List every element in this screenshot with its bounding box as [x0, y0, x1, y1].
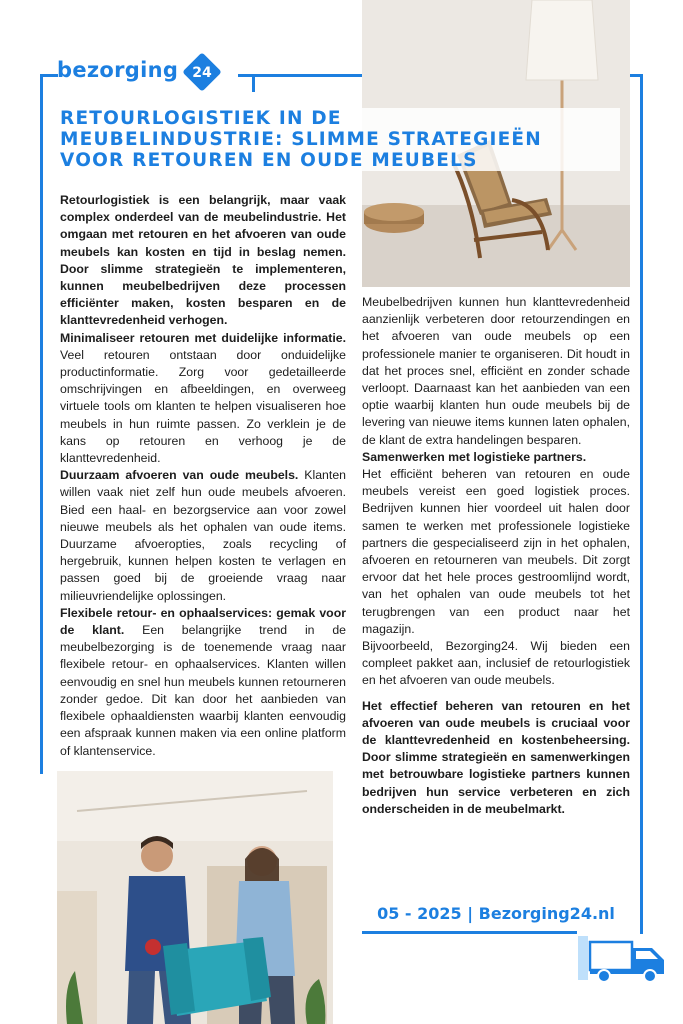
section-paragraph — [60, 330, 346, 468]
right-paragraph: Bijvoorbeeld, Bezorging24. Wij bieden een compleet pakket aan, inclusief de retourlogistiek en het afvoeren van oude meubels. — [362, 639, 630, 688]
title-line: MEUBELINDUSTRIE: SLIMME STRATEGIEËN — [60, 129, 620, 150]
right-paragraph: Meubelbedrijven kunnen hun klanttevredenheid aanzienlijk verbeteren door retourzendingen en het afvoeren van oude meubels op een professionele manier te organiseren. Dit houdt in dat het proces snel, efficiënt en zonder schade verloopt. Daarnaast kan het aanbieden van een optie waarbij klanten hun oude meubels bij de levering van nieuwe items kunnen laten ophalen, de klant de extra handelingen besparen. — [362, 295, 630, 447]
title-line: RETOURLOGISTIEK IN DE — [60, 108, 620, 129]
frame-line-top-mid — [238, 74, 362, 77]
section-body: Veel retouren ontstaan door onduidelijke productinformatie. Zorg voor gedetailleerde omschrijvingen en afbeeldingen, en overweeg virtuele tools om klanten te helpen visualiseren hoe meubels in hun ruimte passen. Zo verklein je de kans op retouren en verhoog je de klanttevredenheid. — [60, 347, 346, 466]
footer-text: 05 - 2025 | Bezorging24.nl — [377, 904, 615, 923]
brand-badge-text: 24 — [192, 65, 212, 81]
right-paragraph: Het efficiënt beheren van retouren en oude meubels vereist een goed logistiek proces. Bedrijven kunnen hier voordeel uit halen door samen te werken met professionele logistieke partners die gespecialiseerd zijn in het ophalen, afvoeren en retourneren van meubels. Dit zorgt ervoor dat het hele proces gestroomlijnd wordt, van het ophalen van oude meubels tot het terugbrengen van een product naar het magazijn. — [362, 467, 630, 636]
brand-logo[interactable] — [57, 52, 218, 88]
section-heading: Samenwerken met logistieke partners. — [362, 449, 587, 464]
frame-line-bottom — [362, 931, 577, 934]
couple-photo-illustration — [57, 771, 333, 1024]
section-paragraph — [60, 467, 346, 605]
section-heading: Flexibele retour- en ophaalservices: gemak voor de klant. — [60, 605, 346, 638]
delivery-truck-icon — [574, 930, 672, 988]
section-heading: Minimaliseer retouren met duidelijke informatie. — [60, 330, 346, 345]
section-heading: Duurzaam afvoeren van oude meubels. — [60, 468, 299, 483]
brand-name: bezorging — [57, 58, 179, 82]
section-paragraph — [60, 605, 346, 760]
section-body: Een belangrijke trend in de meubelbezorging is de toenemende vraag naar flexibele retour- en ophaalservices. Klanten willen eenvoudig en snel hun meubels kunnen retourneren zonder gedoe. Dit kan door het aanbieden van flexibele ophaaldiensten waarbij klanten eenvoudig een afspraak kunnen maken via een online platform of klantenservice. — [60, 623, 347, 758]
frame-line-right — [640, 74, 643, 934]
title-line: VOOR RETOUREN EN OUDE MEUBELS — [60, 150, 620, 171]
right-column — [362, 294, 630, 818]
frame-line-left — [40, 74, 43, 774]
couple-photo — [57, 771, 333, 1024]
conclusion-paragraph: Het effectief beheren van retouren en het afvoeren van oude meubels is cruciaal voor de klanttevredenheid en kostenbeheersing. Door slimme strategieën en samenwerkingen met betrouwbare logistieke partners kunnen bedrijven hun service verbeteren en zich onderscheiden in de meubelmarkt. — [362, 698, 630, 816]
brand-badge-icon — [182, 52, 218, 88]
section-body: Klanten willen vaak niet zelf hun oude meubels afvoeren. Bied een haal- en bezorgservice aan voor zowel nieuwe meubels als het ophalen van oude items. Duurzame afvoeropties, zoals recycling of hergebruik, kunnen helpen kosten te verlagen en passen goed bij de groeiende vraag naar milieuvriendelijke oplossingen. — [60, 468, 346, 603]
left-column — [60, 192, 346, 760]
frame-tick — [252, 74, 255, 92]
intro-paragraph: Retourlogistiek is een belangrijk, maar vaak complex onderdeel van de meubelindustrie. Het omgaan met retouren en het afvoeren van oude meubels kan kosten en tijd in beslag nemen. Door slimme strategieën te implementeren, kunnen meubelbedrijven deze processen efficiënter maken, kosten besparen en de klanttevredenheid verhogen. — [60, 193, 346, 328]
article-title — [60, 108, 620, 171]
